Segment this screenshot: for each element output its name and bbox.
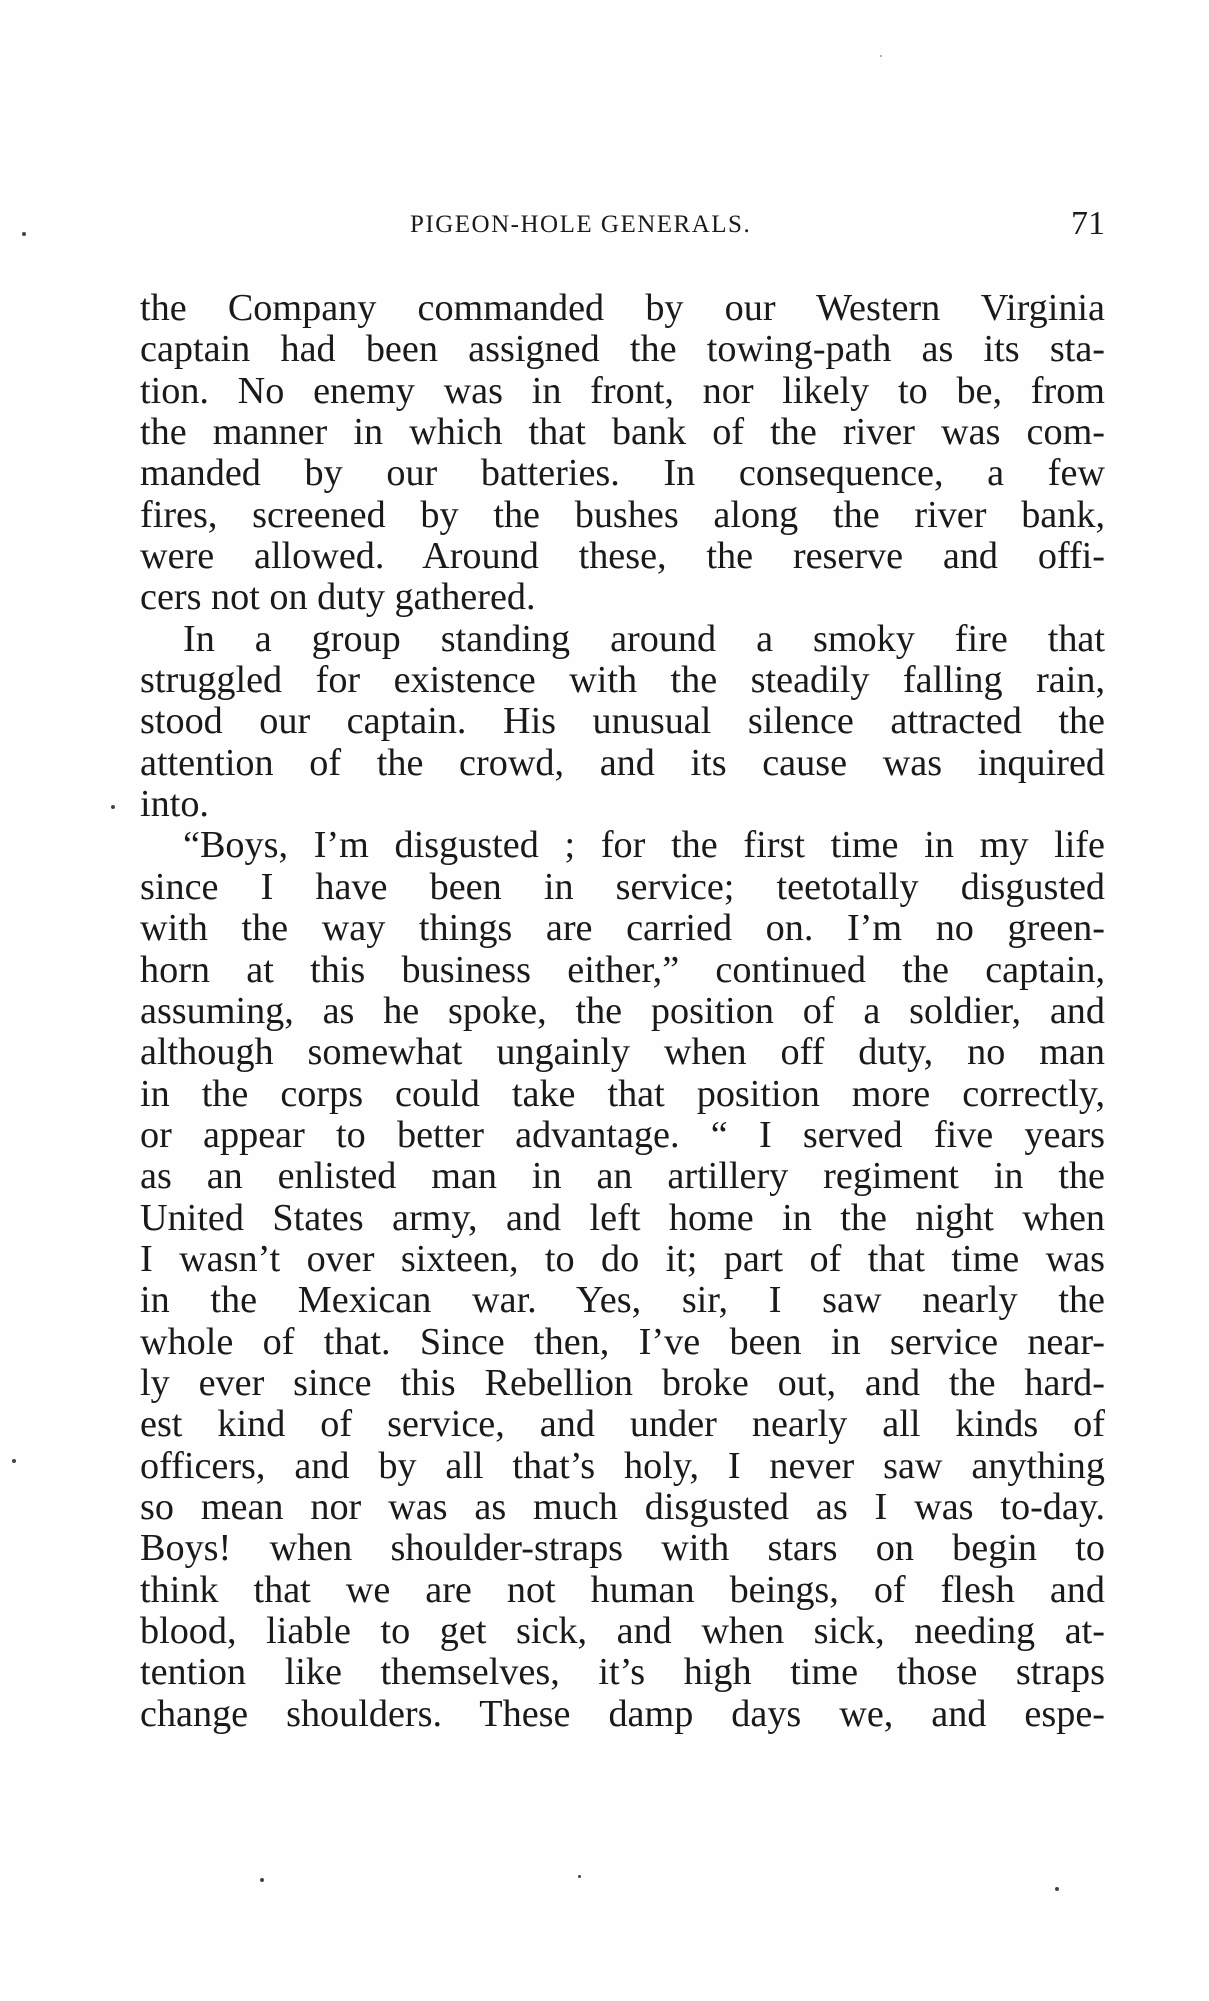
text-line: the manner in which that bank of the river was com- bbox=[140, 412, 1105, 454]
text-line: whole of that. Since then, I’ve been in service near- bbox=[140, 1321, 1105, 1363]
text-line: cers not on duty gathered. bbox=[140, 577, 536, 619]
running-title: PIGEON-HOLE GENERALS. bbox=[410, 211, 752, 238]
text-line: with the way things are carried on. I’m no green- bbox=[140, 908, 1105, 950]
text-line: fires, screened by the bushes along the river bank, bbox=[140, 494, 1105, 536]
text-line: “Boys, I’m disgusted ; for the first time in my life bbox=[183, 825, 1105, 867]
text-line: so mean nor was as much disgusted as I was to-day. bbox=[140, 1486, 1105, 1528]
text-line: as an enlisted man in an artillery regiment in the bbox=[140, 1156, 1105, 1198]
text-line: officers, and by all that’s holy, I never saw anything bbox=[140, 1445, 1105, 1487]
print-speck bbox=[12, 1459, 16, 1463]
running-head bbox=[140, 205, 1105, 245]
text-line: were allowed. Around these, the reserve and offi- bbox=[140, 536, 1105, 578]
text-line: into. bbox=[140, 784, 209, 826]
text-line: in the Mexican war. Yes, sir, I saw nearly the bbox=[140, 1280, 1105, 1322]
text-line: blood, liable to get sick, and when sick, needing at- bbox=[140, 1611, 1105, 1652]
text-line: attention of the crowd, and its cause was inquired bbox=[140, 742, 1105, 784]
print-speck bbox=[880, 55, 882, 57]
text-line: horn at this business either,” continued the captain, bbox=[140, 949, 1105, 991]
text-line: In a group standing around a smoky fire that bbox=[183, 618, 1105, 660]
text-line: Boys! when shoulder-straps with stars on begin to bbox=[140, 1528, 1105, 1570]
text-line: change shoulders. These damp days we, and espe- bbox=[140, 1693, 1105, 1735]
text-line: stood our captain. His unusual silence attracted the bbox=[140, 701, 1105, 743]
print-speck bbox=[578, 1875, 581, 1878]
text-line: the Company commanded by our Western Virginia bbox=[140, 288, 1105, 329]
print-speck bbox=[260, 1878, 264, 1882]
text-line: manded by our batteries. In consequence, a few bbox=[140, 453, 1105, 495]
page-number: 71 bbox=[1071, 205, 1105, 242]
text-line: ly ever since this Rebellion broke out, and the hard- bbox=[140, 1362, 1105, 1404]
print-speck bbox=[22, 232, 26, 236]
print-speck bbox=[1055, 1887, 1059, 1891]
text-line: although somewhat ungainly when off duty, no man bbox=[140, 1032, 1105, 1074]
print-speck bbox=[111, 805, 115, 809]
text-line: captain had been assigned the towing-path as its sta- bbox=[140, 329, 1105, 371]
text-line: think that we are not human beings, of flesh and bbox=[140, 1569, 1105, 1611]
body-text bbox=[140, 288, 1105, 1735]
text-line: I wasn’t over sixteen, to do it; part of that time was bbox=[140, 1238, 1105, 1280]
text-line: or appear to better advantage. “ I served five years bbox=[140, 1114, 1105, 1156]
text-line: in the corps could take that position more correctly, bbox=[140, 1073, 1105, 1115]
text-line: United States army, and left home in the night when bbox=[140, 1197, 1105, 1239]
text-line: tention like themselves, it’s high time those straps bbox=[140, 1652, 1105, 1694]
text-line: assuming, as he spoke, the position of a soldier, and bbox=[140, 990, 1105, 1032]
text-line: tion. No enemy was in front, nor likely to be, from bbox=[140, 370, 1105, 412]
text-line: struggled for existence with the steadily falling rain, bbox=[140, 660, 1105, 702]
text-line: est kind of service, and under nearly all kinds of bbox=[140, 1404, 1105, 1446]
text-line: since I have been in service; teetotally disgusted bbox=[140, 866, 1105, 908]
